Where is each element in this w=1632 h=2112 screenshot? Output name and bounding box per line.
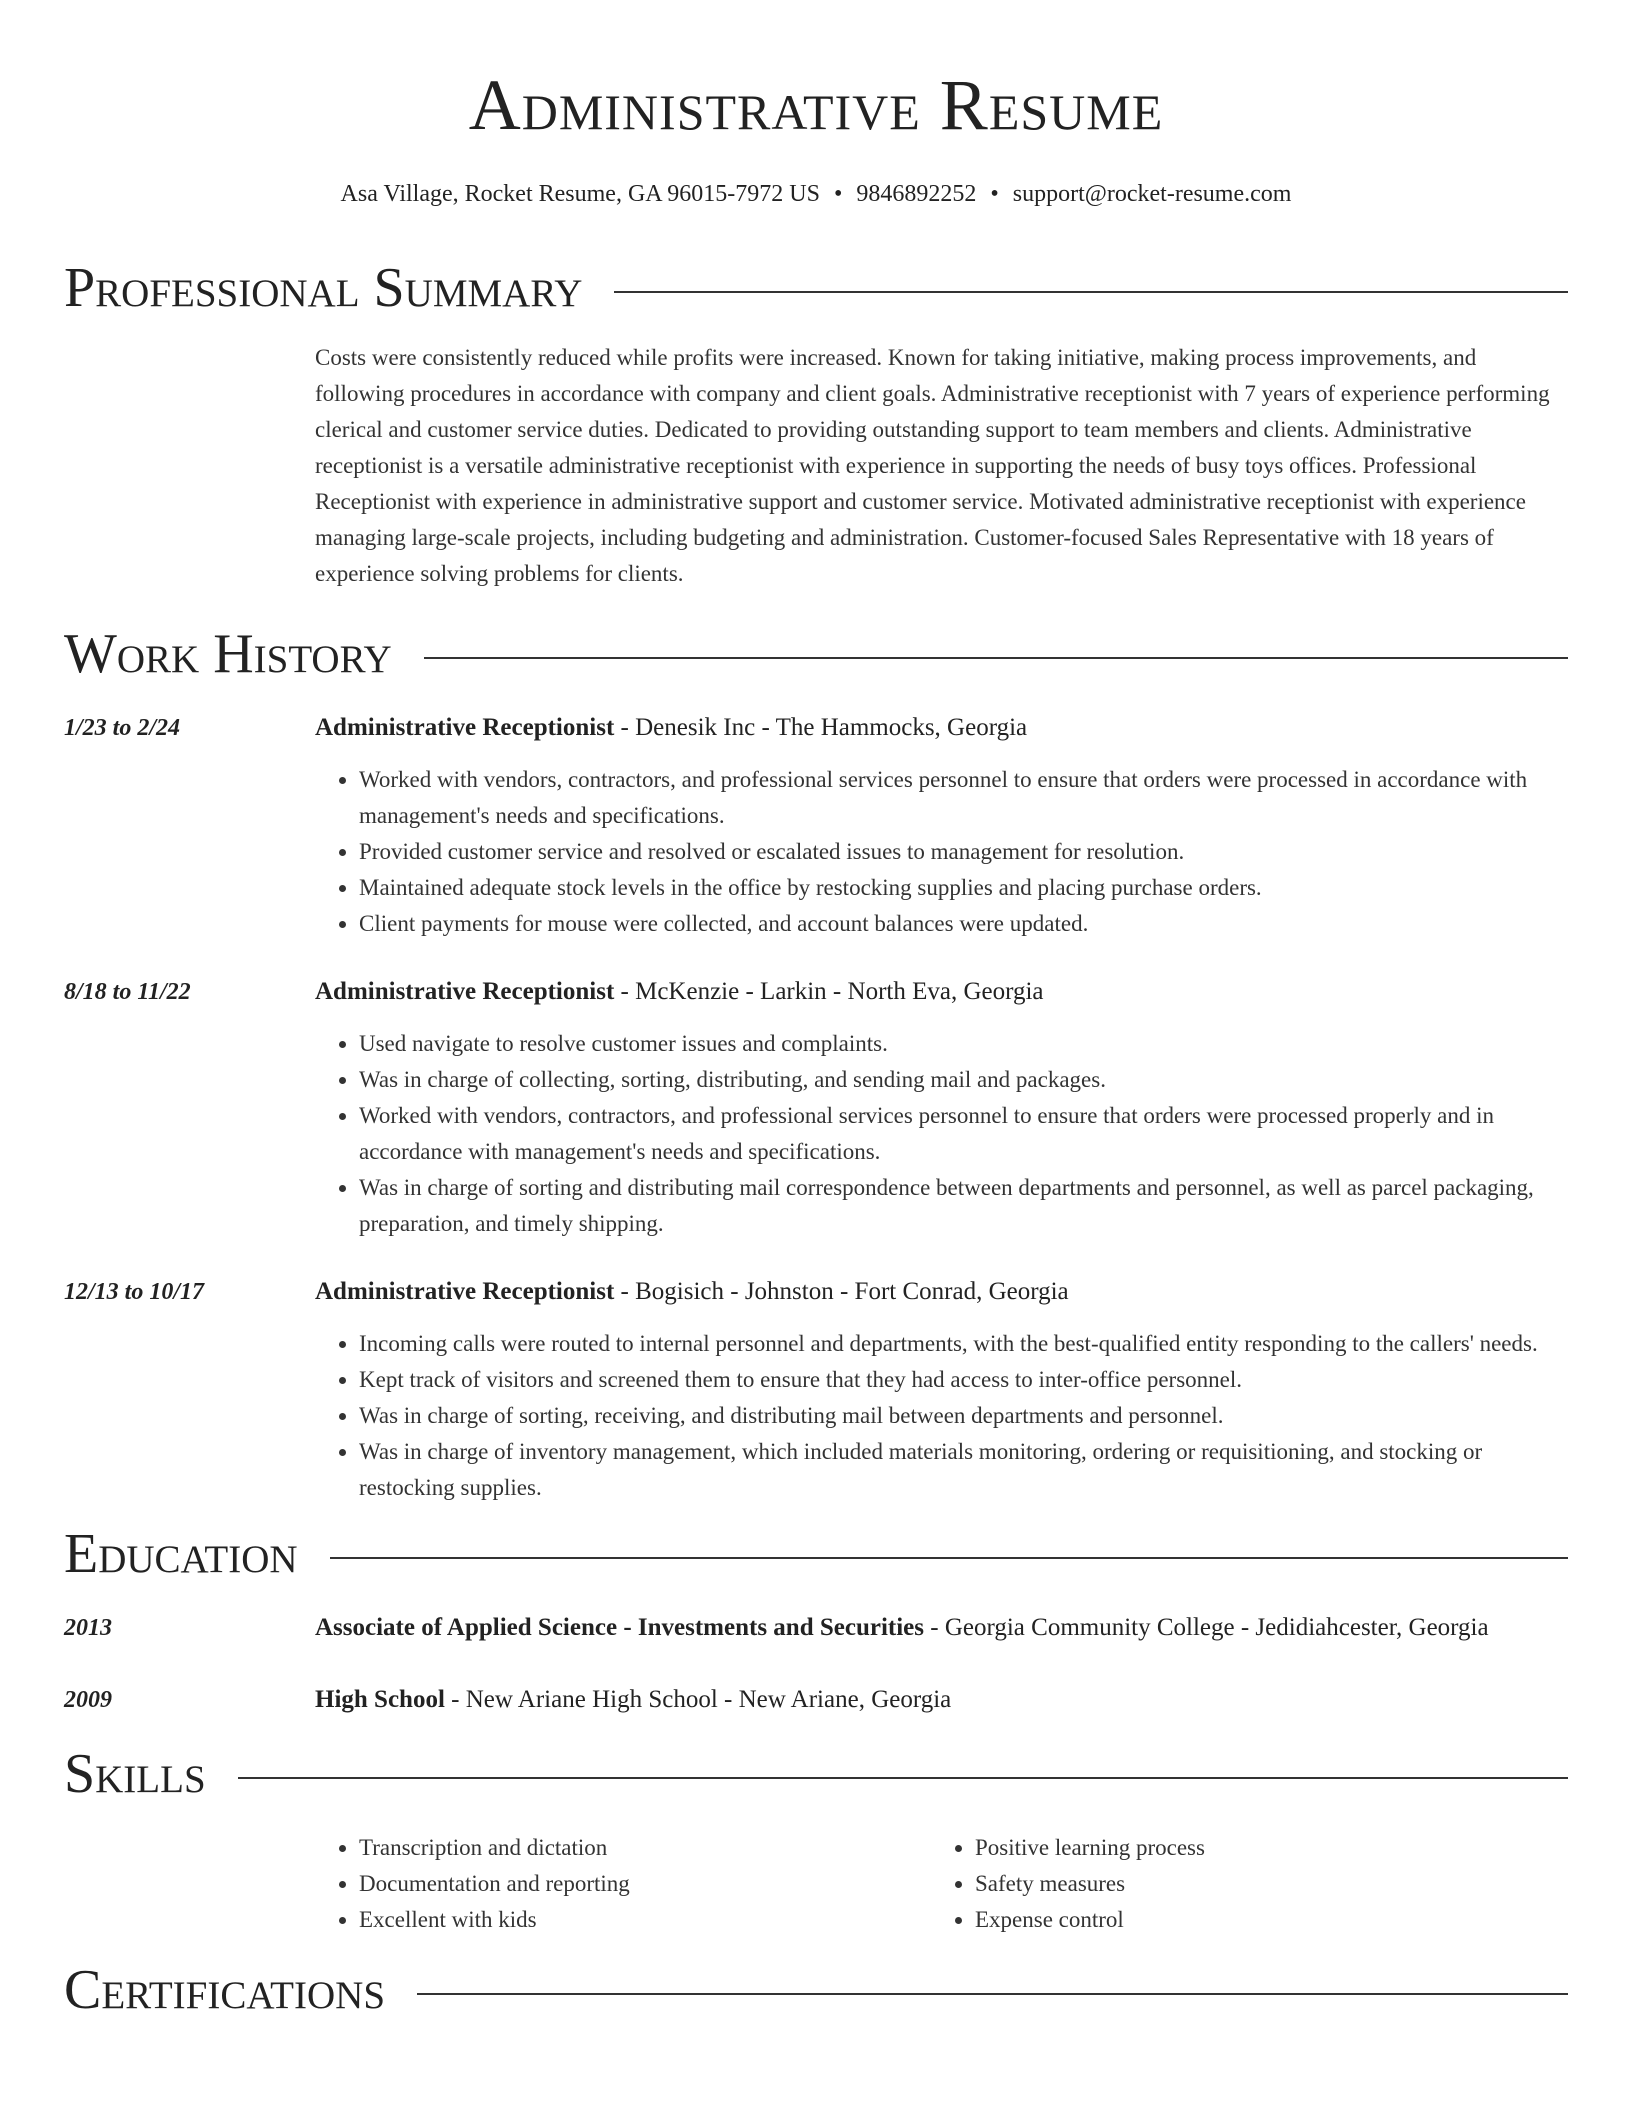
job-bullet: • Incoming calls were routed to internal personnel and departments, with the best-qualified entity responding to the callers' needs. [359, 1326, 1568, 1362]
education-year: 2009 [64, 1687, 112, 1713]
job-headline [315, 1274, 1568, 1310]
section-heading: Certifications [64, 1959, 386, 2021]
section-heading: Skills [64, 1743, 206, 1805]
job-dates: 12/13 to 10/17 [64, 1279, 205, 1305]
section-divider [330, 1557, 1568, 1559]
job-bullet: • Was in charge of sorting, receiving, and distributing mail between departments and personnel. [359, 1398, 1568, 1434]
job-bullets [315, 1026, 1568, 1242]
section-divider [417, 1993, 1568, 1995]
job-entry [64, 1274, 1568, 1506]
job-bullet: • Kept track of visitors and screened them to ensure that they had access to inter-office personnel. [359, 1362, 1568, 1398]
job-bullets [315, 762, 1568, 942]
job-bullet: • Was in charge of sorting and distributing mail correspondence between departments and personnel, as well as parcel packaging, preparation, and timely shipping. [359, 1170, 1568, 1242]
summary-heading-row [64, 248, 1568, 328]
education-headline [315, 1610, 1568, 1646]
contact-separator: • [990, 181, 999, 207]
work-heading-row [64, 614, 1568, 694]
education-heading-row [64, 1514, 1568, 1594]
job-dates: 8/18 to 11/22 [64, 979, 191, 1005]
certifications-section [64, 1950, 1568, 2030]
job-title: Administrative Receptionist [315, 714, 615, 741]
job-entry [64, 974, 1568, 1242]
section-heading: Professional Summary [64, 257, 583, 319]
job-entry [64, 710, 1568, 942]
resume-page [64, 0, 1568, 2030]
summary-text: Costs were consistently reduced while profits were increased. Known for taking initiative, making process improvements, and following procedures in accordance with company and client goals. Administrative receptionist with 7 years of experience performing clerical and customer service duties. Dedicated to providing outstanding support to team members and clients. Administrative receptionist is a versatile administrative receptionist with experience in supporting the needs of busy toys offices. Professional Receptionist with experience in administrative support and customer service. Motivated administrative receptionist with experience managing large-scale projects, including budgeting and administration. Customer-focused Sales Representative with 18 years of experience solving problems for clients. [315, 345, 1550, 586]
education-degree: High School [315, 1686, 445, 1713]
work-history-section [64, 614, 1568, 1506]
job-title: Administrative Receptionist [315, 978, 615, 1005]
education-details: - New Ariane High School - New Ariane, Georgia [444, 1686, 952, 1713]
education-headline [315, 1682, 1568, 1718]
skill-item: • Positive learning process [975, 1830, 1547, 1866]
education-section [64, 1514, 1568, 1718]
summary-section [64, 248, 1568, 592]
job-body [315, 710, 1568, 942]
job-bullet: • Worked with vendors, contractors, and professional services personnel to ensure that orders were processed in accordance with management's needs and specifications. [359, 762, 1568, 834]
job-dates: 1/23 to 2/24 [64, 715, 181, 741]
education-body [315, 1682, 1568, 1718]
job-details: - Bogisich - Johnston - Fort Conrad, Georgia [614, 1278, 1069, 1305]
job-bullet: • Was in charge of inventory management, which included materials monitoring, ordering or requisitioning, and stocking or restocking supplies. [359, 1434, 1568, 1506]
skill-item: • Safety measures [975, 1866, 1547, 1902]
job-bullet: • Provided customer service and resolved or escalated issues to management for resolution. [359, 834, 1568, 870]
job-bullets [315, 1326, 1568, 1506]
job-details: - Denesik Inc - The Hammocks, Georgia [614, 714, 1028, 741]
skills-heading-row [64, 1734, 1568, 1814]
skills-section [64, 1734, 1568, 1938]
section-divider [238, 1777, 1568, 1779]
job-bullet: • Was in charge of collecting, sorting, distributing, and sending mail and packages. [359, 1062, 1568, 1098]
job-headline [315, 974, 1568, 1010]
education-body [315, 1610, 1568, 1646]
education-entry [64, 1610, 1568, 1646]
skill-item: • Transcription and dictation [359, 1830, 931, 1866]
section-heading: Work History [64, 623, 392, 685]
skill-item: • Excellent with kids [359, 1902, 931, 1938]
job-bullet: • Client payments for mouse were collected, and account balances were updated. [359, 906, 1568, 942]
contact-line [64, 178, 1568, 210]
job-body [315, 1274, 1568, 1506]
job-bullet: • Maintained adequate stock levels in the office by restocking supplies and placing purchase orders. [359, 870, 1568, 906]
education-details: - Georgia Community College - Jedidiahcester, Georgia [924, 1614, 1489, 1641]
job-body [315, 974, 1568, 1242]
skills-grid [315, 1830, 1568, 1938]
skill-item: • Documentation and reporting [359, 1866, 931, 1902]
section-divider [424, 657, 1568, 659]
job-title: Administrative Receptionist [315, 1278, 615, 1305]
contact-separator: • [833, 181, 843, 207]
section-heading: Education [64, 1523, 298, 1585]
skills-column-right [931, 1830, 1547, 1938]
job-details: - McKenzie - Larkin - North Eva, Georgia [614, 978, 1044, 1005]
contact-address: Asa Village, Rocket Resume, GA 96015-7972 US [340, 181, 820, 207]
contact-email: support@rocket-resume.com [1012, 181, 1292, 207]
section-divider [614, 291, 1568, 293]
education-entry [64, 1682, 1568, 1718]
skills-column-left [315, 1830, 931, 1938]
education-year: 2013 [64, 1615, 112, 1641]
certifications-heading-row [64, 1950, 1568, 2030]
skill-item: • Expense control [975, 1902, 1547, 1938]
job-bullet: • Worked with vendors, contractors, and professional services personnel to ensure that orders were processed properly and in accordance with management's needs and specifications. [359, 1098, 1568, 1170]
job-headline [315, 710, 1568, 746]
job-bullet: • Used navigate to resolve customer issues and complaints. [359, 1026, 1568, 1062]
education-degree: Associate of Applied Science - Investments and Securities [315, 1614, 924, 1641]
contact-phone: 9846892252 [856, 181, 977, 207]
resume-title: Administrative Resume [468, 65, 1164, 145]
